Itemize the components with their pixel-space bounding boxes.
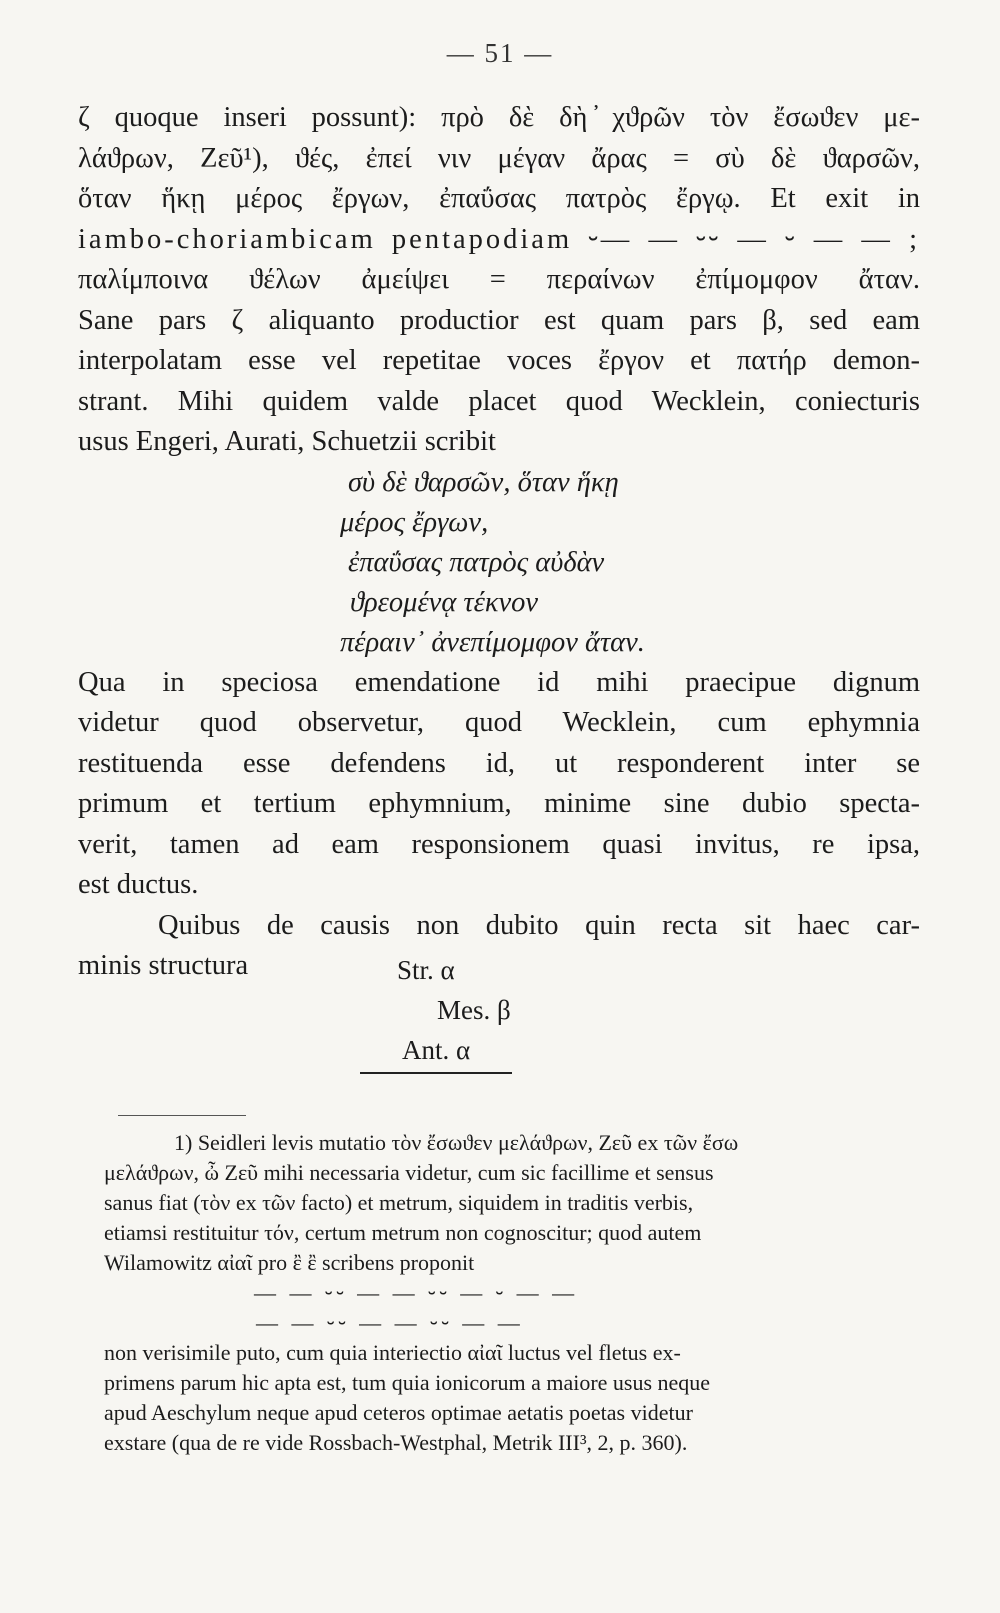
verse-line: μέρος ἔργων, [340,506,489,538]
footnote-line: apud Aeschylum neque apud ceteros optimae aetatis poetas videtur [104,1400,693,1425]
page-number: — 51 — [446,38,554,68]
text-line: usus Engeri, Aurati, Schuetzii scribit [78,426,496,457]
text-line: ζ quoque inseri possunt): πρὸ δὲ δὴ ̕χϑρῶν τὸν ἔσωϑεν με- [78,102,920,133]
text-line: est ductus. [78,869,199,900]
footnote-separator [118,1115,246,1116]
text-line: videtur quod observetur, quod Wecklein, cum ephymnia [78,707,920,738]
footnote-line: primens parum hic apta est, tum quia ionicorum a maiore usus neque [104,1370,711,1395]
verse-line: ἐπαΰσας πατρὸς αὐδὰν [348,546,605,578]
text-line: ὅταν ἥκῃ μέρος ἔργων, ἐπαΰσας πατρὸς ἔργῳ. Et exit in [78,183,920,214]
text-line: strant. Mihi quidem valde placet quod Wecklein, coniecturis [78,385,920,417]
main-text [78,98,920,987]
text-line: λάϑρων, Ζεῦ¹), ϑές, ἐπεί νιν μέγαν ἄρας = σὺ δὲ ϑαρσῶν, [78,142,920,174]
antistrophe-label: Ant. α [402,1035,471,1065]
text-line: παλίμποινα ϑέλων ἀμείψει = περαίνων ἐπίμομφον ἄταν. [78,264,920,295]
text-line-meter: iambo-choriambicam pentapodiam ⏑— — ⏑⏑ — ⏑ — — ; [78,223,920,255]
footnote-line: Wilamowitz αἰαῖ pro ἒ ἒ scribens proponit [104,1250,475,1275]
structure-underline [360,1072,512,1074]
text-line: primum et tertium ephymnium, minime sine dubio specta- [78,788,920,819]
verse-line: σὺ δὲ ϑαρσῶν, ὅταν ἥκῃ [348,466,619,498]
text-line: restituenda esse defendens id, ut responderent inter se [78,747,920,779]
metrical-scheme: — — ⏑⏑ — — ⏑⏑ — ⏑ — — [254,1280,579,1305]
footnote-line: μελάϑρων, ὦ Ζεῦ mihi necessaria videtur, cum sic facillime et sensus [104,1160,714,1185]
footnote [104,1128,930,1458]
footnote-line: etiamsi restituitur τόν, certum metrum non cognoscitur; quod autem [104,1220,702,1245]
text-line: verit, tamen ad eam responsionem quasi invitus, re ipsa, [78,828,920,860]
verse-line: πέραιν᾽ ἀνεπίμομφον ἄταν. [340,626,645,658]
footnote-line: exstare (qua de re vide Rossbach-Westphal, Metrik III³, 2, p. 360). [104,1430,688,1455]
footnote-line: non verisimile puto, cum quia interiectio αἰαῖ luctus vel fletus ex- [104,1340,681,1365]
text-line: Sane pars ζ aliquanto productior est quam pars β, sed eam [78,304,920,336]
verse-line: ϑρεομένᾳ τέκνον [350,586,539,618]
text-line: Quibus de causis non dubito quin recta sit haec car- [158,909,920,941]
footnote-line: sanus fiat (τὸν ex τῶν facto) et metrum, siquidem in traditis verbis, [104,1190,694,1215]
text-line: Qua in speciosa emendatione id mihi praecipue dignum [78,666,920,698]
text-line: minis structura [78,950,249,981]
text-line: interpolatam esse vel repetitae voces ἔργον et πατήρ demon- [78,345,920,376]
mesode-label: Mes. β [437,995,511,1025]
footnote-line: 1) Seidleri levis mutatio τὸν ἔσωϑεν μελάϑρων, Ζεῦ ex τῶν ἔσω [174,1130,739,1155]
metrical-scheme: — — ⏑⏑ — — ⏑⏑ — — [256,1310,524,1335]
strophe-label: Str. α [397,955,455,985]
